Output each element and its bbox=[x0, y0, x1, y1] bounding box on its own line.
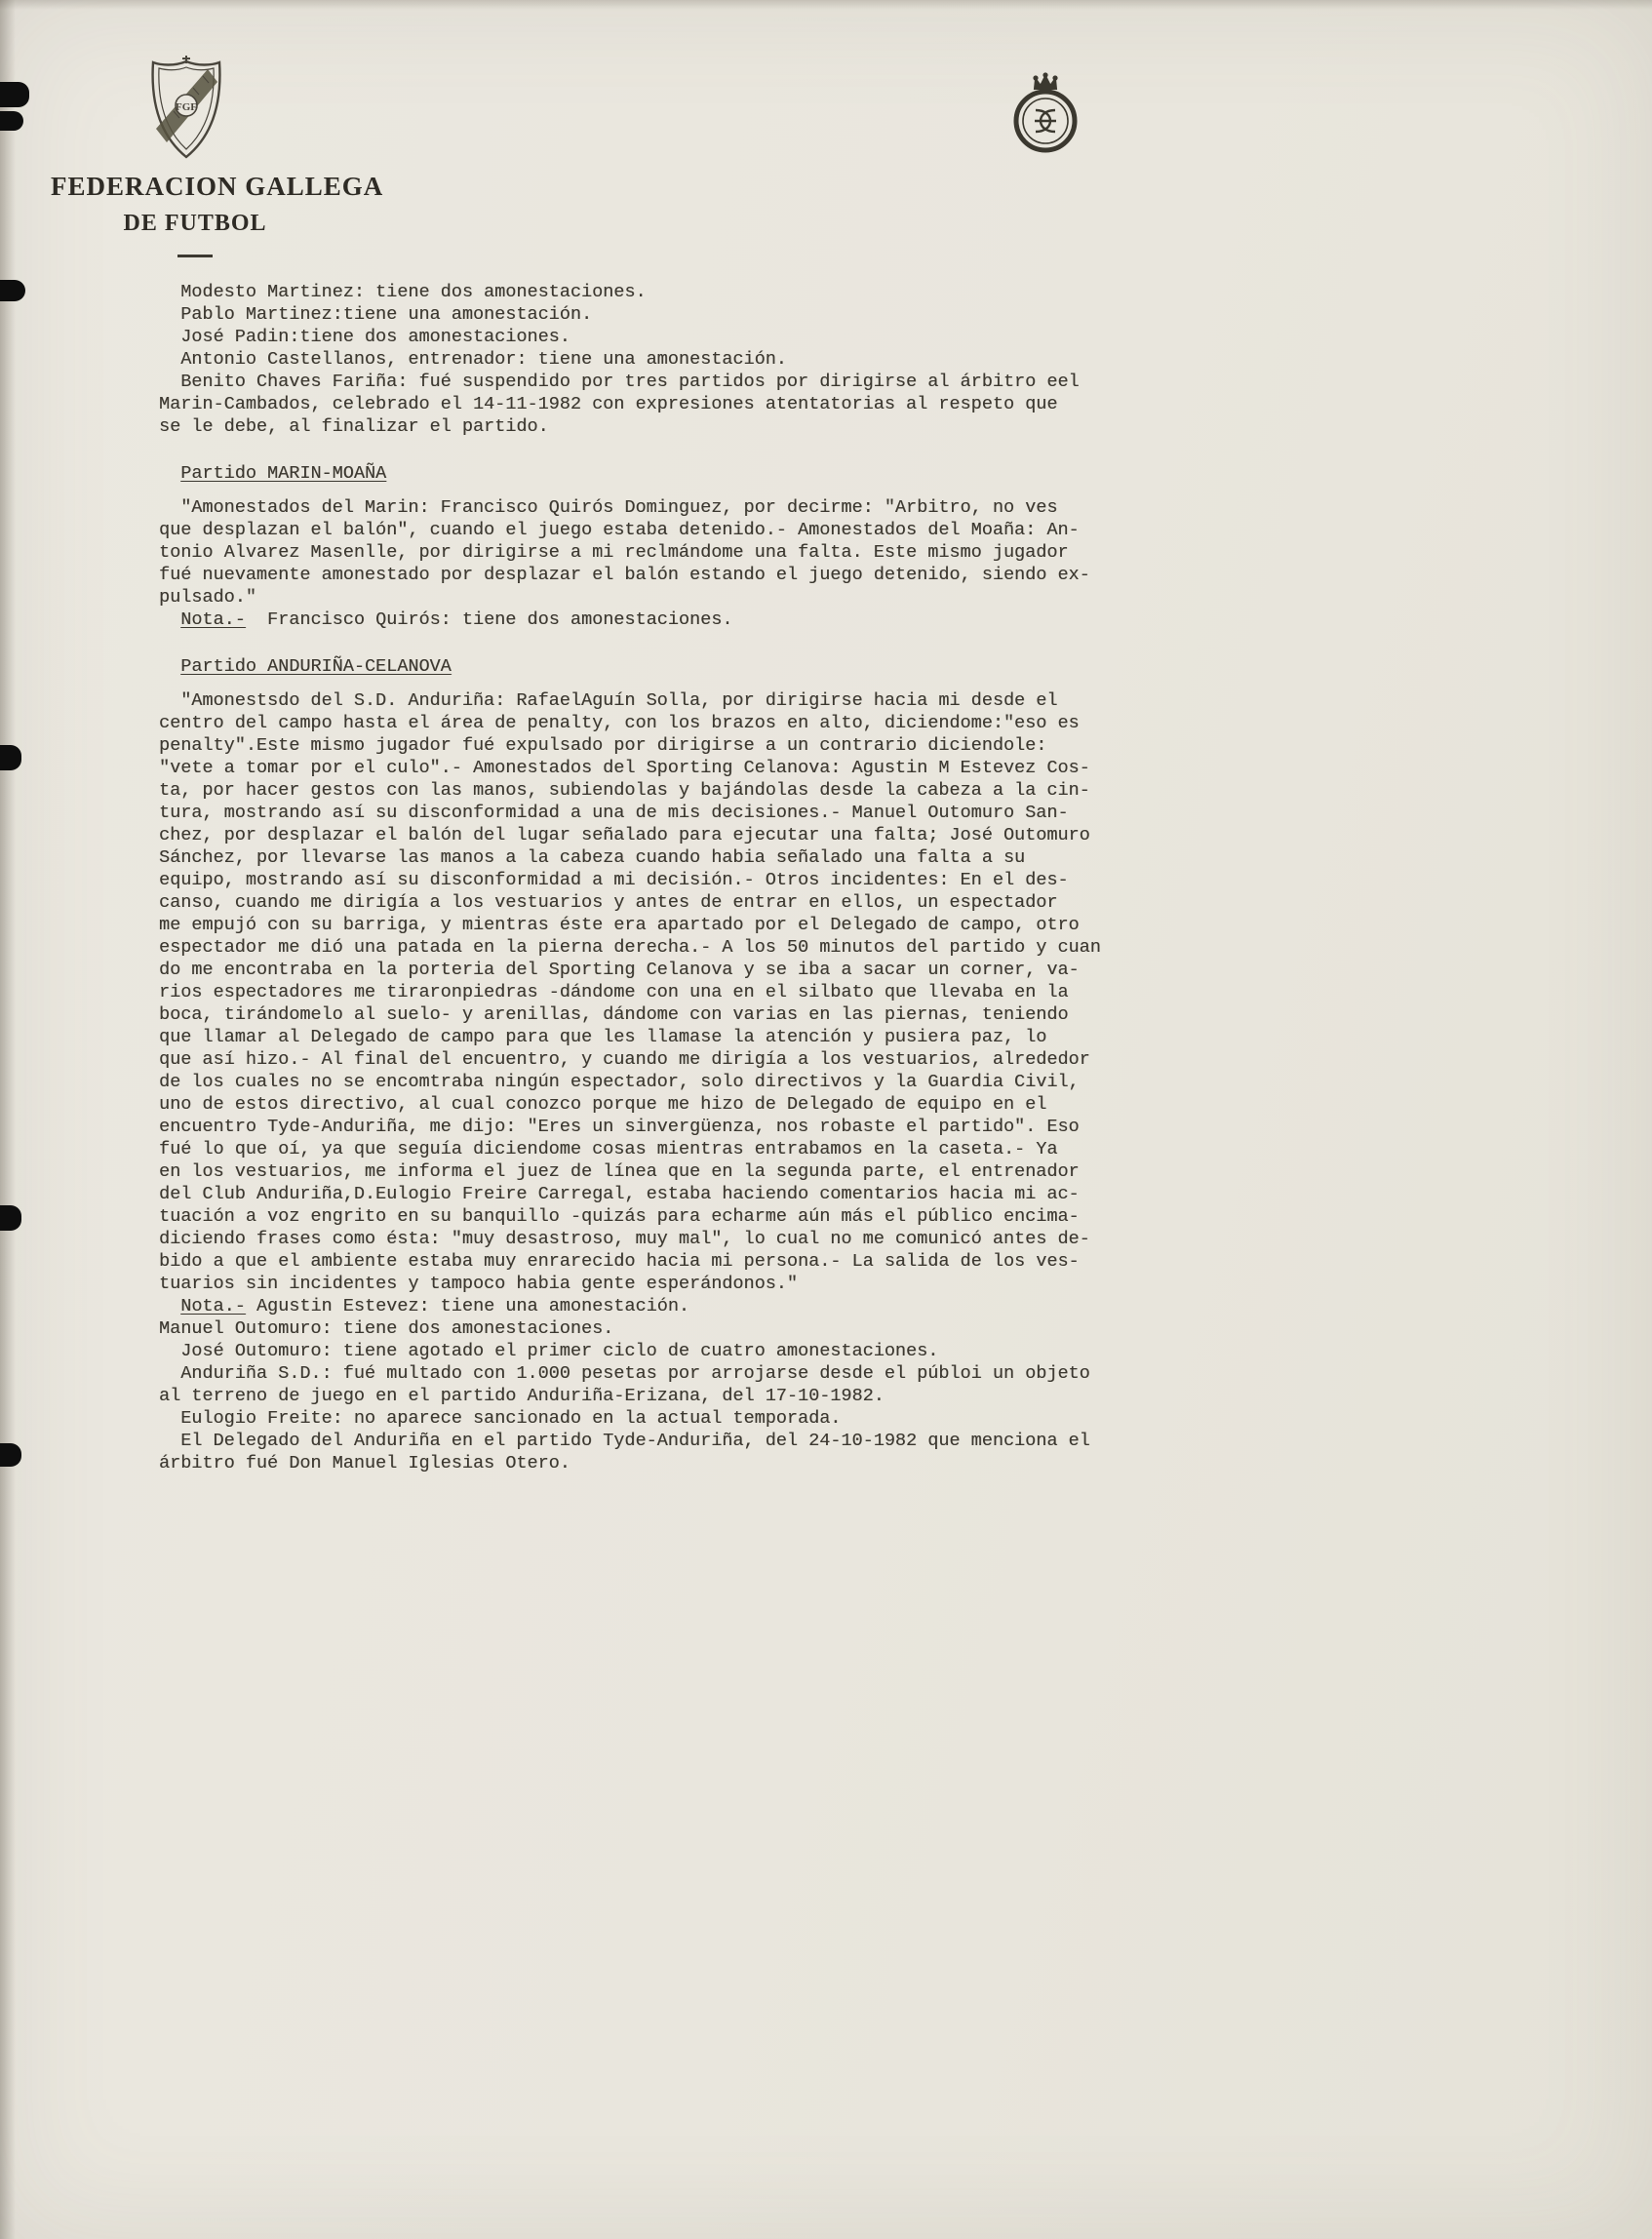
document-body bbox=[159, 281, 1154, 1474]
text-line: se le debe, al finalizar el partido. bbox=[159, 416, 549, 437]
text-line: del Club Anduriña,D.Eulogio Freire Carregal, estaba haciendo comentarios hacia mi ac- bbox=[159, 1184, 1080, 1204]
text-line: canso, cuando me dirigía a los vestuarios y antes de entrar en ellos, un espectador bbox=[159, 892, 1058, 913]
federation-shield-icon bbox=[146, 55, 226, 164]
text-line: Nota.- Agustin Estevez: tiene una amonestación. bbox=[180, 1296, 690, 1316]
text-line: tuación a voz engrito en su banquillo -quizás para echarme aún más el público encima- bbox=[159, 1206, 1080, 1227]
text-line: de los cuales no se encomtraba ningún espectador, solo directivos y la Guardia Civil, bbox=[159, 1072, 1080, 1092]
org-name-line2: DE FUTBOL bbox=[123, 211, 267, 236]
text-line: al terreno de juego en el partido Anduriña-Erizana, del 17-10-1982. bbox=[159, 1386, 885, 1406]
scan-top-shadow bbox=[0, 0, 1652, 10]
org-name-line1: FEDERACION GALLEGA bbox=[51, 172, 384, 201]
text-line: tuarios sin incidentes y tampoco habia gente esperándonos." bbox=[159, 1274, 799, 1294]
text-line: El Delegado del Anduriña en el partido Tyde-Anduriña, del 24-10-1982 que menciona el bbox=[159, 1431, 1090, 1451]
text-line: tonio Alvarez Masenlle, por dirigirse a mi reclmándome una falta. Este mismo jugador bbox=[159, 542, 1069, 563]
text-line: fué lo que oí, ya que seguía diciendome cosas mientras entrabamos en la caseta.- Ya bbox=[159, 1139, 1058, 1159]
text-line: tura, mostrando así su disconformidad a una de mis decisiones.- Manuel Outomuro San- bbox=[159, 803, 1069, 823]
text-line: Modesto Martinez: tiene dos amonestaciones. bbox=[159, 282, 647, 302]
binder-mark bbox=[0, 82, 29, 107]
letterhead-rule bbox=[177, 255, 213, 257]
section-title: Partido ANDURIÑA-CELANOVA bbox=[180, 656, 452, 677]
text-line: Sánchez, por llevarse las manos a la cabeza cuando habia señalado una falta a su bbox=[159, 847, 1026, 868]
text-line: "vete a tomar por el culo".- Amonestados del Sporting Celanova: Agustin M Estevez Cos- bbox=[159, 758, 1090, 778]
text-line: Manuel Outomuro: tiene dos amonestaciones. bbox=[159, 1318, 614, 1339]
text-line: "Amonestsdo del S.D. Anduriña: RafaelAguín Solla, por dirigirse hacia mi desde el bbox=[159, 690, 1058, 711]
text-line: centro del campo hasta el área de penalty, con los brazos en alto, diciendome:"eso es bbox=[159, 713, 1080, 733]
binder-mark bbox=[0, 280, 25, 301]
binder-mark bbox=[0, 1443, 21, 1467]
binder-mark bbox=[0, 745, 21, 770]
text-line: do me encontraba en la porteria del Sporting Celanova y se iba a sacar un corner, va- bbox=[159, 960, 1080, 980]
binder-mark bbox=[0, 1205, 21, 1231]
text-line: Benito Chaves Fariña: fué suspendido por tres partidos por dirigirse al árbitro eel bbox=[159, 372, 1080, 392]
text-line: Nota.- Francisco Quirós: tiene dos amonestaciones. bbox=[180, 609, 733, 630]
text-line: equipo, mostrando así su disconformidad a mi decisión.- Otros incidentes: En el des- bbox=[159, 870, 1069, 890]
text-line: en los vestuarios, me informa el juez de línea que en la segunda parte, el entrenador bbox=[159, 1161, 1080, 1182]
text-line: Pablo Martinez:tiene una amonestación. bbox=[159, 304, 593, 325]
text-line: que desplazan el balón", cuando el juego estaba detenido.- Amonestados del Moaña: An- bbox=[159, 520, 1080, 540]
text-line: bido a que el ambiente estaba muy enrarecido hacia mi persona.- La salida de los ves- bbox=[159, 1251, 1080, 1272]
paragraph-gap bbox=[159, 631, 1154, 655]
binder-mark bbox=[0, 111, 23, 131]
text-line: ta, por hacer gestos con las manos, subiendolas y bajándolas desde la cabeza a la cin- bbox=[159, 780, 1090, 801]
text-line: rios espectadores me tiraronpiedras -dándome con una en el silbato que llevaba en la bbox=[159, 982, 1069, 1002]
text-line: uno de estos directivo, al cual conozco porque me hizo de Delegado de equipo en el bbox=[159, 1094, 1047, 1115]
text-line: chez, por desplazar el balón del lugar señalado para ejecutar una falta; José Outomuro bbox=[159, 825, 1090, 845]
letterhead bbox=[51, 172, 384, 257]
scan-edge-shadow bbox=[0, 0, 16, 2239]
text-line: Anduriña S.D.: fué multado con 1.000 pesetas por arrojarse desde el públoi un objeto bbox=[159, 1363, 1090, 1384]
svg-text:FGF: FGF bbox=[176, 101, 197, 113]
text-line: encuentro Tyde-Anduriña, me dijo: "Eres un sinvergüenza, nos robaste el partido". Eso bbox=[159, 1117, 1080, 1137]
text-line: árbitro fué Don Manuel Iglesias Otero. bbox=[159, 1453, 570, 1473]
text-line: que llamar al Delegado de campo para que les llamase la atención y pusiera paz, lo bbox=[159, 1027, 1047, 1047]
text-line: pulsado." bbox=[159, 587, 256, 608]
text-line: "Amonestados del Marin: Francisco Quirós Dominguez, por decirme: "Arbitro, no ves bbox=[159, 497, 1058, 518]
text-line: fué nuevamente amonestado por desplazar el balón estando el juego detenido, siendo ex- bbox=[159, 565, 1090, 585]
text-line: boca, tirándomelo al suelo- y arenillas, dándome con varias en las piernas, teniendo bbox=[159, 1004, 1069, 1025]
text-line: diciendo frases como ésta: "muy desastroso, muy mal", lo cual no me comunicó antes de- bbox=[159, 1229, 1090, 1249]
text-line: penalty".Este mismo jugador fué expulsado por dirigirse a un contrario diciendole: bbox=[159, 735, 1047, 756]
section-title: Partido MARIN-MOAÑA bbox=[180, 463, 387, 484]
text-line: que así hizo.- Al final del encuentro, y cuando me dirigía a los vestuarios, alrededor bbox=[159, 1049, 1090, 1070]
paragraph-gap bbox=[159, 438, 1154, 462]
text-line: Marin-Cambados, celebrado el 14-11-1982 con expresiones atentatorias al respeto que bbox=[159, 394, 1058, 414]
text-line: Eulogio Freite: no aparece sancionado en la actual temporada. bbox=[159, 1408, 842, 1429]
text-line: me empujó con su barriga, y mientras éste era apartado por el Delegado de campo, otro bbox=[159, 915, 1080, 935]
royal-crest-icon bbox=[1010, 72, 1081, 156]
text-line: José Padin:tiene dos amonestaciones. bbox=[159, 327, 570, 347]
text-line: espectador me dió una patada en la pierna derecha.- A los 50 minutos del partido y cuan bbox=[159, 937, 1101, 958]
text-line: Antonio Castellanos, entrenador: tiene una amonestación. bbox=[159, 349, 787, 370]
text-line: José Outomuro: tiene agotado el primer ciclo de cuatro amonestaciones. bbox=[159, 1341, 939, 1361]
